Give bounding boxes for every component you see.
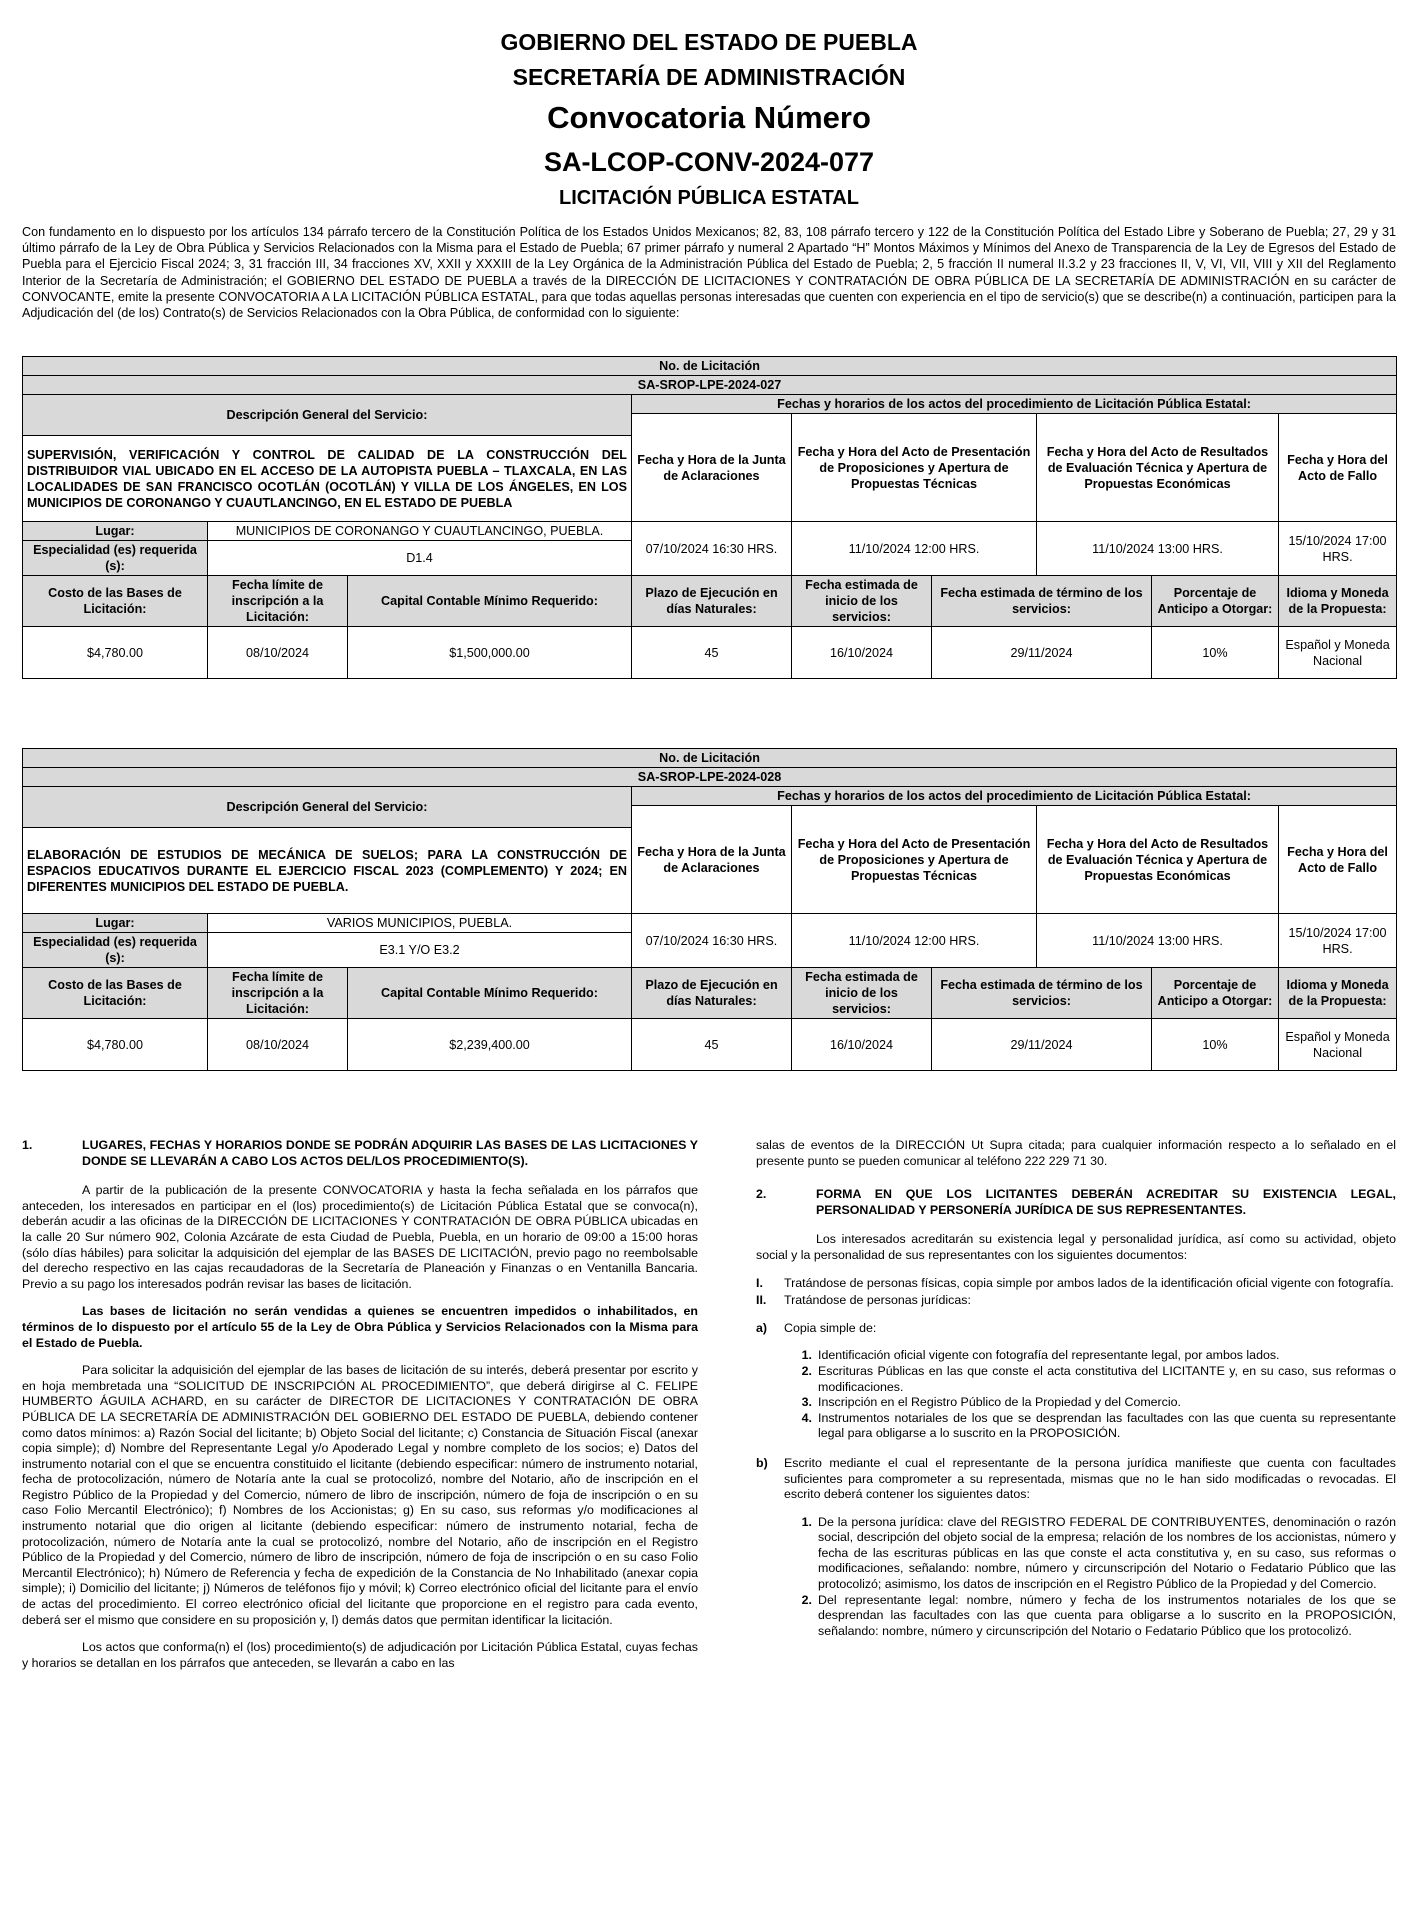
list-item: 3. Inscripción en el Registro Público de la Propiedad y del Comercio. [801, 1395, 1181, 1410]
section-2-heading [756, 1187, 1396, 1218]
especialidad-label: Especialidad (es) requerida (s): [23, 933, 208, 968]
item-b: b) Escrito mediante el cual el representante de la persona jurídica manifieste que cuenta con facultades suficientes para comprometer a su representada, mismas que no le han sido modificadas o revocadas. El escrito deberá contener los siguientes datos: [756, 1455, 1396, 1502]
presentacion-label: Fecha y Hora del Acto de Presentación de Proposiciones y Apertura de Propuestas Técnicas [792, 806, 1037, 914]
capital-label: Capital Contable Mínimo Requerido: [348, 968, 632, 1019]
right-column [756, 1138, 1396, 1639]
especialidad-label: Especialidad (es) requerida (s): [23, 541, 208, 576]
fecha-limite-label: Fecha límite de inscripción a la Licitación: [208, 968, 348, 1019]
left-column [22, 1138, 698, 1683]
lugar-value: VARIOS MUNICIPIOS, PUEBLA. [208, 914, 632, 933]
costo-value: $4,780.00 [23, 1019, 208, 1071]
section-1-paragraph-2: Las bases de licitación no serán vendidas a quienes se encuentren impedidos o inhabilitados, en términos de lo dispuesto por el artículo 55 de la Ley de Obra Pública y Servicios Relacionados con la Misma para el Estado de Puebla. [22, 1304, 698, 1350]
item-a: a) Copia simple de: [756, 1320, 877, 1335]
no-licitacion-label: No. de Licitación [23, 357, 1397, 376]
inicio-label: Fecha estimada de inicio de los servicios: [792, 968, 932, 1019]
resultados-value: 11/10/2024 13:00 HRS. [1037, 522, 1279, 576]
descripcion-label: Descripción General del Servicio: [23, 395, 632, 436]
termino-label: Fecha estimada de término de los servicios: [932, 576, 1152, 627]
plazo-value: 45 [632, 627, 792, 679]
plazo-value: 45 [632, 1019, 792, 1071]
inicio-value: 16/10/2024 [792, 627, 932, 679]
lugar-value: MUNICIPIOS DE CORONANGO Y CUAUTLANCINGO, PUEBLA. [208, 522, 632, 541]
capital-value: $1,500,000.00 [348, 627, 632, 679]
idioma-value: Español y Moneda Nacional [1279, 627, 1397, 679]
costo-label: Costo de las Bases de Licitación: [23, 576, 208, 627]
anticipo-value: 10% [1152, 627, 1279, 679]
fechas-header: Fechas y horarios de los actos del procedimiento de Licitación Pública Estatal: [632, 787, 1397, 806]
idioma-label: Idioma y Moneda de la Propuesta: [1279, 968, 1397, 1019]
anticipo-label: Porcentaje de Anticipo a Otorgar: [1152, 968, 1279, 1019]
presentacion-value: 11/10/2024 12:00 HRS. [792, 522, 1037, 576]
fechas-header: Fechas y horarios de los actos del procedimiento de Licitación Pública Estatal: [632, 395, 1397, 414]
termino-value: 29/11/2024 [932, 1019, 1152, 1071]
header-government: GOBIERNO DEL ESTADO DE PUEBLA [500, 29, 918, 55]
tender-table-1 [22, 356, 1397, 679]
especialidad-value: D1.4 [208, 541, 632, 576]
intro-paragraph: Con fundamento en lo dispuesto por los artículos 134 párrafo tercero de la Constitución Política de los Estados Unidos Mexicanos; 82, 83, 108 párrafo tercero y 122 de la Constitución Política del Estado Libre y Soberano de Puebla; 27, 29 y 31 último párrafo de la Ley de Obra Pública y Servicios Relacionados con la Misma para el Estado de Puebla; 67 primer párrafo y numeral 2 Apartado “H” Montos Máximos y Mínimos del Anexo de Transparencia de la Ley de Egresos del Estado de Puebla para el Ejercicio Fiscal 2024; 3, 31 fracción III, 34 fracciones XV, XXII y XXXIII de la Ley Orgánica de la Administración Pública del Estado de Puebla; 2, 5 fracción II numeral II.3.2 y 23 fracciones II, V, VI, VII, VIII y XII del Reglamento Interior de la Secretaría de Administración; el GOBIERNO DEL ESTADO DE PUEBLA a través de la DIRECCIÓN DE LICITACIONES Y CONTRATACIÓN DE OBRA PÚBLICA DE LA SECRETARÍA DE ADMINISTRACIÓN en su carácter de CONVOCANTE, emite la presente CONVOCATORIA A LA LICITACIÓN PÚBLICA ESTATAL, para que todas aquellas personas interesadas que cuenten con experiencia en el tipo de servicio(s) que se describe(n) a continuación, participen para la Adjudicación del (de los) Contrato(s) de Servicios Relacionados con la Obra Pública, de conformidad con lo siguiente: [22, 225, 1396, 321]
list-item: 2. Del representante legal: nombre, número y fecha de los instrumentos notariales de los que se desprendan las facultades con las que cuenta para obligarse a lo suscrito en la PROPOSICIÓN, señalando: nombre, número y circunscripción del Notario o Fedatario Público que los protocolizó. [801, 1592, 1396, 1638]
section-1-paragraph-3: Para solicitar la adquisición del ejemplar de las bases de licitación de su interés, deberá presentar por escrito y en hoja membretada una “SOLICITUD DE INSCRIPCIÓN AL PROCEDIMIENTO”, que deberá dirigirse al C. FELIPE HUMBERTO ÁGUILA ACHARD, en su carácter de DIRECTOR DE LICITACIONES Y CONTRATACIÓN DE OBRA PÚBLICA DE LA SECRETARÍA DE ADMINISTRACIÓN DEL GOBIERNO DEL ESTADO DE PUEBLA, debiendo contener como datos mínimos: a) Razón Social del licitante; b) Objeto Social del licitante; c) Constancia de Situación Fiscal (anexar copia simple); d) Nombre del Representante Legal y/o Apoderado Legal y nombre completo de los socios; e) Datos del instrumento notarial con el que se encuentra constituido el licitante (debiendo especificar: número de instrumento notarial, fecha de protocolización, número de Notaría ante la cual se protocolizó, nombre del Notario, año de inscripción en el Registro Público de la Propiedad y del Comercio, número de libro de inscripción, número de foja de inscripción o en su caso Folio Mercantil Electrónico); f) Nombres de los Accionistas; g) En su caso, sus reformas y/o modificaciones al instrumento notarial que dio origen al licitante (debiendo especificar: número de instrumento notarial, fecha de protocolización, número de Notaría ante la cual se protocolizó, nombre del Notario, año de inscripción en el Registro Público de la Propiedad y del Comercio, número de libro de inscripción, número de foja de inscripción o en su caso Folio Mercantil Electrónico); h) Número de Referencia y fecha de expedición de la Constancia de No Inhabilitado (anexar copia simple); i) Domicilio del licitante; j) Números de teléfonos fijo y móvil; k) Correo electrónico oficial del licitante para el envío de actas del procedimiento. El correo electrónico oficial del licitante que proporcione en el registro para cada evento, deberá ser el mismo que considere en su proposición y, l) demás datos que permitan identificar la licitación. [22, 1363, 698, 1627]
plazo-label: Plazo de Ejecución en días Naturales: [632, 968, 792, 1019]
idioma-label: Idioma y Moneda de la Propuesta: [1279, 576, 1397, 627]
capital-label: Capital Contable Mínimo Requerido: [348, 576, 632, 627]
fallo-label: Fecha y Hora del Acto de Fallo [1279, 806, 1397, 914]
lugar-label: Lugar: [23, 522, 208, 541]
costo-label: Costo de las Bases de Licitación: [23, 968, 208, 1019]
list-item: II. Tratándose de personas jurídicas: [756, 1293, 971, 1308]
list-item: 2. Escrituras Públicas en las que conste el acta constitutiva del LICITANTE y, en su caso, sus reformas o modificaciones. [801, 1363, 1396, 1394]
header-licitacion-type: LICITACIÓN PÚBLICA ESTATAL [559, 187, 859, 209]
header-secretariat: SECRETARÍA DE ADMINISTRACIÓN [512, 64, 906, 90]
item-b-sublist [784, 1515, 1396, 1640]
section-1-paragraph-5: salas de eventos de la DIRECCIÓN Ut Supra citada; para cualquier información respecto a lo señalado en el presente punto se pueden comunicar al teléfono 222 229 71 30. [756, 1138, 1396, 1168]
fecha-limite-label: Fecha límite de inscripción a la Licitación: [208, 576, 348, 627]
section-1-paragraph-4: Los actos que conforma(n) el (los) procedimiento(s) de adjudicación por Licitación Pública Estatal, cuyas fechas y horarios se detallan en los párrafos que anteceden, se llevarán a cabo en las [22, 1640, 698, 1670]
tender-table-2 [22, 748, 1397, 1071]
idioma-value: Español y Moneda Nacional [1279, 1019, 1397, 1071]
list-item: I. Tratándose de personas físicas, copia simple por ambos lados de la identificación oficial vigente con fotografía. [756, 1275, 1394, 1290]
presentacion-label: Fecha y Hora del Acto de Presentación de Proposiciones y Apertura de Propuestas Técnicas [792, 414, 1037, 522]
inicio-label: Fecha estimada de inicio de los servicios: [792, 576, 932, 627]
costo-value: $4,780.00 [23, 627, 208, 679]
header-convocatoria-number: SA-LCOP-CONV-2024-077 [543, 147, 875, 177]
service-description: ELABORACIÓN DE ESTUDIOS DE MECÁNICA DE SUELOS; PARA LA CONSTRUCCIÓN DE ESPACIOS EDUCATIVOS DURANTE EL EJERCICIO FISCAL 2023 (COMPLEMENTO) Y 2024; EN DIFERENTES MUNICIPIOS DEL ESTADO DE PUEBLA. [23, 828, 632, 914]
termino-value: 29/11/2024 [932, 627, 1152, 679]
tender-number: SA-SROP-LPE-2024-027 [23, 376, 1397, 395]
presentacion-value: 11/10/2024 12:00 HRS. [792, 914, 1037, 968]
especialidad-value: E3.1 Y/O E3.2 [208, 933, 632, 968]
section-2-title: FORMA EN QUE LOS LICITANTES DEBERÁN ACREDITAR SU EXISTENCIA LEGAL, PERSONALIDAD Y PERSONERÍA JURÍDICA DE SUS REPRESENTANTES. [816, 1187, 1396, 1217]
item-a-sublist [784, 1348, 1396, 1442]
fallo-label: Fecha y Hora del Acto de Fallo [1279, 414, 1397, 522]
no-licitacion-label: No. de Licitación [23, 749, 1397, 768]
fallo-value: 15/10/2024 17:00 HRS. [1279, 522, 1397, 576]
fecha-limite-value: 08/10/2024 [208, 1019, 348, 1071]
section-2-paragraph-1: Los interesados acreditarán su existencia legal y personalidad jurídica, así como su actividad, objeto social y la personalidad de sus representantes con los siguientes documentos: [756, 1232, 1396, 1262]
section-1-heading [22, 1138, 698, 1169]
section-1-title: LUGARES, FECHAS Y HORARIOS DONDE SE PODRÁN ADQUIRIR LAS BASES DE LAS LICITACIONES Y DONDE SE LLEVARÁN A CABO LOS ACTOS DEL/LOS PROCEDIMIENTO(S). [82, 1138, 698, 1168]
section-2-number: 2. [756, 1187, 767, 1202]
inicio-value: 16/10/2024 [792, 1019, 932, 1071]
junta-value: 07/10/2024 16:30 HRS. [632, 522, 792, 576]
fallo-value: 15/10/2024 17:00 HRS. [1279, 914, 1397, 968]
fecha-limite-value: 08/10/2024 [208, 627, 348, 679]
header-convocatoria: Convocatoria Número [547, 100, 871, 135]
lugar-label: Lugar: [23, 914, 208, 933]
list-item: 1. De la persona jurídica: clave del REGISTRO FEDERAL DE CONTRIBUYENTES, denominación o razón social, descripción del objeto social de la empresa; relación de los nombres de los accionistas, número y fecha de las escrituras públicas en las que conste el acta constitutiva y, en su caso, sus reformas o modificaciones, señalando: nombre, número y circunscripción del Notario o Fedatario Público que las protocolizó; asimismo, los datos de inscripción en el Registro Público de la Propiedad y del Comercio. [801, 1514, 1396, 1592]
tender-number: SA-SROP-LPE-2024-028 [23, 768, 1397, 787]
list-item: 4. Instrumentos notariales de los que se desprendan las facultades con las que cuenta su representante legal para obligarse a lo suscrito en la PROPOSICIÓN. [801, 1410, 1396, 1441]
junta-label: Fecha y Hora de la Junta de Aclaraciones [632, 414, 792, 522]
resultados-label: Fecha y Hora del Acto de Resultados de Evaluación Técnica y Apertura de Propuestas Económicas [1037, 806, 1279, 914]
junta-value: 07/10/2024 16:30 HRS. [632, 914, 792, 968]
resultados-label: Fecha y Hora del Acto de Resultados de Evaluación Técnica y Apertura de Propuestas Económicas [1037, 414, 1279, 522]
termino-label: Fecha estimada de término de los servicios: [932, 968, 1152, 1019]
roman-list [756, 1276, 1396, 1309]
junta-label: Fecha y Hora de la Junta de Aclaraciones [632, 806, 792, 914]
list-item: 1. Identificación oficial vigente con fotografía del representante legal, por ambos lados. [801, 1348, 1280, 1363]
capital-value: $2,239,400.00 [348, 1019, 632, 1071]
section-1-number: 1. [22, 1138, 33, 1152]
resultados-value: 11/10/2024 13:00 HRS. [1037, 914, 1279, 968]
anticipo-value: 10% [1152, 1019, 1279, 1071]
service-description: SUPERVISIÓN, VERIFICACIÓN Y CONTROL DE CALIDAD DE LA CONSTRUCCIÓN DEL DISTRIBUIDOR VIAL UBICADO EN EL ACCESO DE LA AUTOPISTA PUEBLA – TLAXCALA, EN LAS LOCALIDADES DE SAN FRANCISCO OCOTLÁN (OCOTLÁN) Y VILLA DE LOS ÁNGELES, EN LOS MUNICIPIOS DE CORONANGO Y CUAUTLANCINGO, EN EL ESTADO DE PUEBLA [23, 436, 632, 522]
section-1-paragraph-1: A partir de la publicación de la presente CONVOCATORIA y hasta la fecha señalada en los párrafos que anteceden, los interesados en participar en el (los) procedimiento(s) de Licitación Pública Estatal que se convoca(n), deberán acudir a las oficinas de la DIRECCIÓN DE LICITACIONES Y CONTRATACIÓN DE OBRA PÚBLICA ubicadas en la calle 20 Sur número 902, Colonia Azcárate de esta Ciudad de Puebla, Puebla, en un horario de 09:00 a 15:00 horas (sólo días hábiles) para solicitar la adquisición del ejemplar de las BASES DE LICITACIÓN, previo pago no reembolsable del derecho respectivo en las cajas recaudadoras de la Secretaría de Planeación y Finanzas o en Ventanilla Bancaria. Previo a su pago los interesados podrán revisar las bases de licitación. [22, 1183, 698, 1291]
anticipo-label: Porcentaje de Anticipo a Otorgar: [1152, 576, 1279, 627]
descripcion-label: Descripción General del Servicio: [23, 787, 632, 828]
plazo-label: Plazo de Ejecución en días Naturales: [632, 576, 792, 627]
